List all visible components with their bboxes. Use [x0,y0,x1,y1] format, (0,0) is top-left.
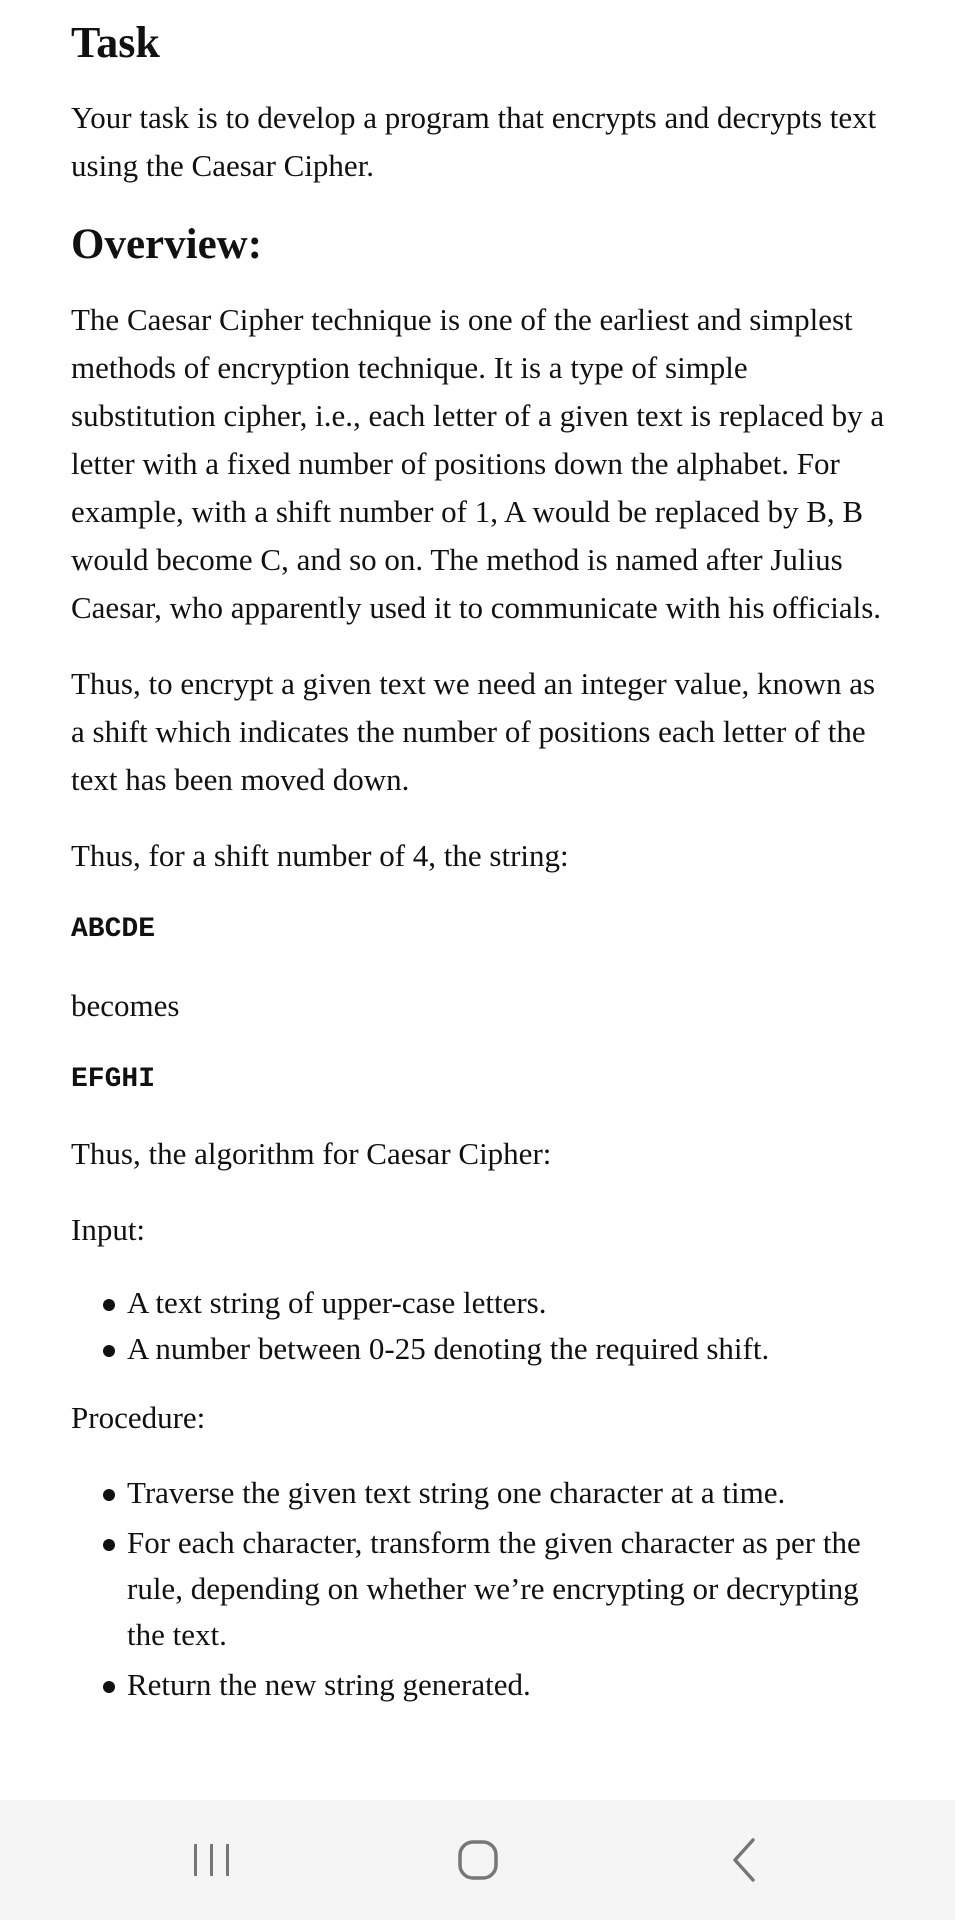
becomes-text: becomes [71,988,180,1023]
back-icon [705,1828,785,1892]
home-button[interactable] [438,1828,518,1892]
procedure-label: Procedure: [71,1400,206,1435]
input-list [71,1280,895,1372]
example-input-code: ABCDE [71,914,156,945]
recent-apps-button[interactable] [172,1828,252,1892]
example-output-code: EFGHI [71,1064,156,1095]
home-icon [438,1828,518,1892]
list-item: For each character, transform the given character as per the rule, depending on whether we’re encrypting or decrypting the text. [103,1520,895,1658]
article-content [71,0,895,1708]
input-label: Input: [71,1212,146,1247]
list-item: Traverse the given text string one character at a time. [103,1470,895,1516]
heading-overview: Overview: [71,221,263,268]
system-navigation-bar [0,1800,955,1920]
overview-paragraph-1: The Caesar Cipher technique is one of the earliest and simplest methods of encryption technique. It is a type of simple substitution cipher, i.e., each letter of a given text is replaced by a letter with a fixed number of positions down the alphabet. For example, with a shift number of 1, A would be replaced by B, B would become C, and so on. The method is named after Julius Caesar, who apparently used it to communicate with his officials. [71,302,885,625]
recent-apps-icon [172,1828,252,1892]
back-button[interactable] [705,1828,785,1892]
shift-intro-text: Thus, for a shift number of 4, the string: [71,838,569,873]
heading-task: Task [71,18,160,67]
list-item: A number between 0-25 denoting the required shift. [103,1326,895,1372]
overview-paragraph-2: Thus, to encrypt a given text we need an integer value, known as a shift which indicates the number of positions each letter of the text has been moved down. [71,666,876,797]
list-item: Return the new string generated. [103,1662,895,1708]
procedure-list [71,1470,895,1708]
list-item: A text string of upper-case letters. [103,1280,895,1326]
task-text: Your task is to develop a program that encrypts and decrypts text using the Caesar Cipher. [71,100,877,183]
algorithm-intro-text: Thus, the algorithm for Caesar Cipher: [71,1136,552,1171]
